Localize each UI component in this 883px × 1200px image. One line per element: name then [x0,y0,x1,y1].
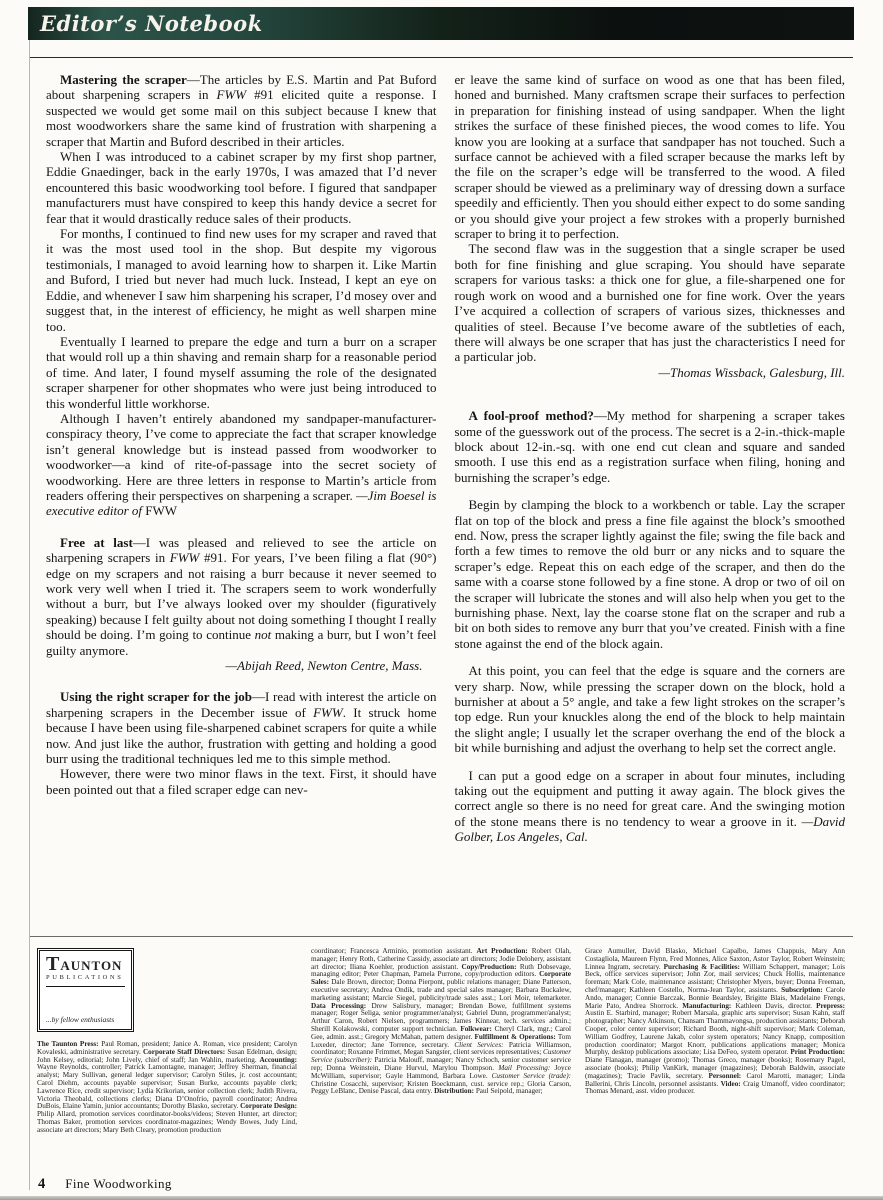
letter-paragraph: Free at last—I was pleased and relieved to see the article on sharpening scrapers in FWW #91. For years, I’ve been filing a flat (90°) edge on my scrapers and not raising a burr because it never seemed to work very well when I tried it. The scrapers seem to work wonderfully without a burr, but I’ve always looked over my shoulder (figuratively speaking) because I felt guilty about not doing something I thought I really should be doing. I’m going to continue not making a burr, but I won’t feel guilty anymore. [46,534,437,658]
body-paragraph: At this point, you can feel that the edge is square and the corners are very sharp. Now, while pressing the scraper down on the block, hold a burnisher at about a 5° angle, and take a few light strokes on the scraper’s top edge. Run your knuckles along the end of the block to help maintain the slight angle; I usually let the scraper overhang the end of the block a bit while burnishing and adjust the overhang to help set the correct angle. [454,663,845,756]
masthead [37,948,845,1135]
taunton-publications-logo [37,948,134,1032]
masthead-column-2 [311,948,571,1135]
body-paragraph: For months, I continued to find new uses for my scraper and raved that it was the most used tool in the shop. But despite my vigorous testimonials, I managed to avoid learning how to sharpen it. Like Martin and Buford, I tried but never had much luck. Instead, I kept an eye on Eddie, and whenever I saw him sharpening his scraper, I’d mosey over and suggest that, in the interest of efficiency, he might as well sharpen mine too. [46,226,437,334]
right-column [455,72,846,845]
page-bottom-edge [0,1196,883,1200]
page-footer [38,1176,172,1193]
article-body [46,72,845,845]
letter-paragraph: Using the right scraper for the job—I read with interest the article on sharpening scrapers in the December issue of FWW. It struck home because I have been using file-sharpened cabinet scrapers for quite a while now. And just like the author, frustration with getting and holding a good burr using the traditional techniques led me to this simple method. [46,689,437,767]
masthead-column-3 [585,948,845,1135]
masthead-credits-2: coordinator; Francesca Arminio, promotion assistant. Art Production: Robert Olah, manager; Henry Roth, Catherine Cassidy, associate art directors; Jodie Delohery, assistant art director; Iliana Koehler, production assistant. Copy/Production: Ruth Dobsevage, managing editor; Peter Chapman, Pamela Purrone, copy/production editors. Corporate Sales: Dale Brown, director; Donna Pierpont, public relations manager; Diane Patterson, executive secretary; Andrea Ondik, trade and special sales manager; Barbara Buckalew, marketing assistant; Marcie Siegel, publicity/trade sales asst.; Lori Moir, telemarketer. Data Processing: Drew Salisbury, manager; Brendan Bowe, fulfillment systems manager; Roger Seliga, senior programmer/analyst; Gabriel Dunn, programmer/analyst; Arthur Caron, Robert Nielsen, programmers; James Kinnear, tech. services admin.; Sherill Kolakowski, computer support technician. Folkwear: Cheryl Clark, mgr.; Carol Gee, admin. asst.; Gregory McMahan, pattern designer. Fulfillment & Operations: Tom Luxeder, director; Jane Torrence, secretary. Client Services: Patricia Williamson, coordinator; Roxanne Frimmet, Megan Sangster, client services representatives; Customer Service (subscriber): Patricia Malouff, manager; Nancy Schoch, senior customer service rep; Donna Weinstein, Diane Hurvul, Marylou Thompson. Mail Processing: Joyce McWilliam, supervisor; Gayle Hammond, Barbara Lowe. Customer Service (trade): Christine Cosacchi, supervisor; Kristen Boeckmann, cust. service rep.; Gloria Carson, Peggy LeBlanc, Denise Pascal, data entry. Distribution: Paul Seipold, manager; [311,947,572,1096]
left-column [46,72,437,845]
masthead-credits-1: The Taunton Press: Paul Roman, president; Janice A. Roman, vice president; Carolyn Kovaleski, administrative secretary. Corporate Staff Directors: Susan Edelman, design; John Kelsey, editorial; John Lively, chief of staff; Jan Wahlin, marketing. Accounting: Wayne Reynolds, controller; Patrick Lamontagne, manager; Jeffrey Sherman, financial analyst; Mary Sullivan, general ledger supervisor; Carolyn Stiles, jr. cost accountant; Carol Diehm, accounts payable supervisor; Susan Burke, accounts payable clerk; Lawrence Rice, credit supervisor; Lydia Krikorian, senior collection clerk; Judith Rivera, Victoria Theobald, collections clerks; Diana D’Onofrio, payroll coordinator; Andrea DuBois, Elaine Yamin, junior accountants; Dorothy Blasko, secretary. Corporate Design: Philip Allard, promotion services coordinator-books/videos; Steven Hunter, art director; Thomas Baker, promotion services coordinator-magazines; Wendy Bowes, Judy Lind, associate art directors; Mary Beth Cleary, promotion production [37,1040,298,1134]
letter-attribution: —Thomas Wissback, Galesburg, Ill. [658,364,845,380]
page-number: 4 [38,1176,46,1192]
masthead-credits-3: Grace Aumuller, David Blasko, Michael Capalbo, James Chappuis, Mary Ann Costagliola, Maureen Flynn, Fred Monnes, Alice Saxton, Astor Taylor, Robert Weinstein; Linnea Ingram, secretary. Purchasing & Facilities: William Schappert, manager; Lois Beck, office services supervisor; John Zor, mail services; Chuck Hollis, maintenance foreman; Mark Cole, maintenance assistant; Christopher Myers, buyer; Donna Freeman, chef/manager; Kathleen Costello, Norma-Jean Taylor, assistants. Subscription: Carole Ando, manager; Connie Barczak, Bonnie Beardsley, Brigitte Blais, Madelaine Frengs, Marie Pato, Andrea Shorrock. Manufacturing: Kathleen Davis, director. Prepress: Austin E. Starbird, manager; Robert Marsala, graphic arts supervisor; Susan Kahn, staff photographer; Nancy Atkinson, Chansam Thammavongsa, production assistants; Deborah Cooper, color center supervisor; Richard Booth, night-shift supervisor; Mark Coleman, William Godfrey, Laurene Jakab, color system operators; Nancy Knapp, composition production coordinator; Margot Knorr, publications applications manager; Monica Murphy, desktop publications associate; Lisa DeFeo, system operator. Print Production: Diane Flanagan, manager (promo); Thomas Greco, manager (books); Rosemary Pagel, associate (books); Philip VanKirk, manager (magazines); Deborah Baldwin, associate (magazines); Tracie Pavlik, secretary. Personnel: Carol Marotti, manager; Linda Ballerini, Chris Lincoln, personnel assistants. Video: Craig Umanoff, video coordinator; Thomas Menard, asst. video producer. [585,947,845,1096]
body-paragraph: Although I haven’t entirely abandoned my sandpaper-manufacturer-conspiracy theory, I’ve come to appreciate the fact that scraper knowledge isn’t general knowledge but is instead passed from woodworker to woodworker—a kind of rite-of-passage into the secret society of woodworking. Here are three letters in response to Martin’s article from readers offering their perspectives on sharpening a scraper. —Jim Boesel is executive editor of FWW [46,410,437,519]
masthead-divider [30,936,853,937]
logo-subtitle: PUBLICATIONS [46,974,124,981]
letter-paragraph: A fool-proof method?—My method for sharpening a scraper takes some of the guesswork out of the process. The secret is a 2-in.-thick-maple block about 12-in.-sq. with one end cut clean and square and sanded smooth. I use this end as a registration surface when filing, honing and burnishing the scraper’s edge. [454,408,845,485]
page-edge-line [29,40,30,1190]
logo-name-rest: AUNTON [60,958,123,973]
body-paragraph: The second flaw was in the suggestion that a single scraper be used both for fine finishing and glue scraping. You should have separate scrapers for various tasks: a thick one for glue, a file-sharpened one for rough work on wood and a burnished one for fine work. Over the years I’ve acquired a collection of scrapers of various sizes, thicknesses and qualities of steel. Because I’ve become aware of the subtleties of each, there will always be one scraper that has just the characteristics I need for a particular job. [454,241,845,365]
page-title: Editor’s Notebook [40,11,263,36]
logo-rule [46,986,125,987]
magazine-name: Fine Woodworking [65,1176,172,1191]
logo-initial: T [46,953,61,975]
letter-attribution: —Abijah Reed, Newton Centre, Mass. [225,658,423,674]
body-paragraph: However, there were two minor flaws in the text. First, it should have been pointed out that a filed scraper edge can nev- [46,766,437,797]
body-paragraph: Mastering the scraper—The articles by E.S. Martin and Pat Buford about sharpening scrapers in FWW #91 elicited quite a response. I suspected we would get some mail on this subject because I knew that most woodworkers share the same kind of frustration with sharpening a scraper that Martin and Buford described in their articles. [46,72,437,149]
body-paragraph: er leave the same kind of surface on wood as one that has been filed, honed and burnished. Many craftsmen scrape their surfaces to perfection in preparation for finishing instead of using sandpaper. When the light strikes the surface of these finished pieces, the wood comes to life. You know you are looking at a surface that sandpaper has not touched. Such a surface cannot be achieved with a filed scraper because the marks left by the file on the scraper’s edge will be transferred to the wood. A filed scraper should be viewed as a preliminary way of dressing down a surface speedily and efficiently. Then you should either expect to do some sanding or you should give your project a few strokes with a properly burnished scraper to bring it to perfection. [454,72,845,242]
masthead-column-1 [37,948,297,1135]
body-paragraph: When I was introduced to a cabinet scraper by my first shop partner, Eddie Gnaedinger, back in the early 1970s, I was amazed that I’d never encountered this basic woodworking tool before. I figured that sandpaper manufacturers must have conspired to keep this handy device a secret for fear that it would drastically reduce sales of their products. [46,149,437,226]
section-header-bar [28,7,854,40]
header-divider [30,57,853,58]
logo-tagline: ...by fellow enthusiasts [46,1015,115,1025]
logo-wordmark [46,953,125,987]
body-paragraph: I can put a good edge on a scraper in about four minutes, including taking out the equipment and putting it away again. The block gives the correct angle so there is no need for great care. And the swinging motion of the stone means there is no tendency to wear a groove in it. —David Golber, Los Angeles, Cal. [454,767,845,845]
body-paragraph: Eventually I learned to prepare the edge and turn a burr on a scraper that would roll up a thin shaving and remain sharp for a reasonable period of time. And later, I found myself assuming the role of the designated scraper sharpener for other shopmates who were just being introduced to this wonderful little workhorse. [46,333,437,411]
logo-name [46,953,125,975]
body-paragraph: Begin by clamping the block to a workbench or table. Lay the scraper flat on top of the block and press a fine file against the block’s smoothed end. Now, press the scraper lightly against the file; swing the file back and forth a few times to remove the old burr or any nicks and to square the scraper’s edge. Repeat this on each edge of the scraper, and then do the same with a coarse stone followed by a fine stone. A drop or two of oil on the scraper will lubricate the stones and will also help when you get to the burnishing phase. Next, lay the coarse stone flat on the scraper and rub a bit on both sides to remove any burr that you’ve created. Finish with a fine stone against the end of the block again. [454,497,845,651]
